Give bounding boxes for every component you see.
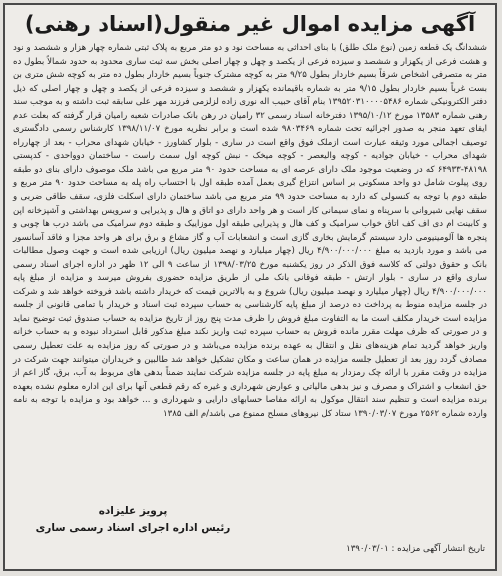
auction-notice (3, 3, 497, 571)
signer-title: رئیس اداره اجرای اسناد رسمی ساری (35, 522, 231, 534)
notice-title: آگهی مزایده اموال غیر منقول(اسناد رهنی) (24, 12, 476, 36)
notice-body (13, 42, 487, 421)
notice-paragraph: ششدانگ یک قطعه زمین (نوع ملک طلق) با بنای احداثی به مساحت نود و دو متر مربع به پلاک ثبتی شماره چهار هزار و ششصد و نود و هشت فرعی از یکهزار و ششصد و سیزده فرعی از یکصد و چهل و چهار اصلی بخش سه ثبت ساری محدود به حدود شمالاً بطول ده متر به متصرفی اشخاص شرقاً بسیم خاردار بطول ۹/۲۵ متر به کوچه مشترک جنوباً بسیم خاردار بطول ده متر به کوچه شش متری بن بست غرباً بسیم خاردار بطول ۹/۱۵ متر به شماره باقیمانده یکهزار و ششصد و سیزده فرعی از یکصد و چهل و چهار اصلی که ذیل دفتر الکترونیکی شماره ۱۳۹۵۲۰۳۱۰۰۰۰۵۴۸۶ بنام آقای حبیب اله نوری زاده لزلزمی فرزند مهر علی سابقه ثبت داشته و به موجب سند رهنی شماره ۱۳۵۸۳ مورخ ۱۳۹۵/۱۰/۱۲ دفترخانه اسناد رسمی ۳۲ رامیان در رهن بانک صادرات شعبه رامیان قرار گرفته که بعلت عدم ایفای تعهد منجر به صدور اجرائیه تحت شماره ۹۸۰۳۴۶۹ شده است و برابر نظریه مورخ ۱۳۹۸/۱۱/۰۷ کارشناس رسمی دادگستری توصیف اجمالی مورد وثیقه عبارت است ازملک فوق واقع است در ساری - بلوار کشاورز - خیابان شهدای محراب - بعد از چهارراه شهدای محراب - خیابان جوادیه - کوچه والیعصر - کوچه میخک - نبش کوچه اول سمت راست - ساختمان دوواحدی - کدپستی ۴۸۱۹۸-۶۴۹۳۳ که در وضعیت موجود ملک دارای عرصه ای به مساحت حدود ۹۰ متر مربع می باشد ملک موصوف دارای بنای دو طبقه روی پیلوت شامل دو واحد مسکونی بر اساس انتزاع گیری بعمل آمده طبقه اول با احتساب راه پله به مساحت حدود ۹۰ متر مربع و طبقه دوم با توجه به کنسولی که دارد به مساحت حدود ۹۹ متر مربع می باشد ساختمان دارای اسکلت فلزی، سقف طاقی ضربی و سقف نهایی شیروانی با سرپناه و نمای سیمانی کار است و هر واحد دارای دو اتاق و هال و پذیرایی و سرویس بهداشتی و آشپزخانه اپن و کابینت ام دی اف کف اتاق خواب سرامیک و کف هال و پذیرایی طبقه اول موزاییک و طبقه دوم سرامیک می باشد درب ها چوبی و پنجره ها آلومینیومی دارد سیستم گرمایش بخاری گازی است و انشعابات آب و گاز مشاع و برق برای هر واحد مجزا و فاقد آسانسور می باشد و مورد بازدید به مبلغ ۴/۹۰۰/۰۰۰/۰۰۰ ریال (چهار میلیارد و نهصد میلیون ریال) ارزیابی شده است و جهت وصول مطالبات بانک و حقوق دولتی که کلاسه فوق الذکر در روز یکشنبه مورخ ۱۳۹۸/۰۳/۲۵ از ساعت ۹ الی ۱۲ ظهر در اداره اجرای اسناد رسمی ساری واقع در ساری - بلوار ارتش - طبقه فوقانی بانک ملی از طریق مزایده حضوری بفروش میرسد و مزایده از مبلغ پایه ۴/۹۰۰/۰۰۰/۰۰۰ ریال (چهار میلیارد و نهصد میلیون ریال) شروع و به بالاترین قیمت که خریدار داشته باشد فروخته خواهد شد و شرکت در جلسه مزایده منوط به پرداخت ده درصد از مبلغ پایه کارشناسی به حساب سپرده ثبت اسناد و خریدار با تمامی قانونی از جلسه مزایده است خریدار مکلف است ما به التفاوت مبلغ فروش را ظرف مدت پنج روز از تاریخ مزایده به حساب صندوق ثبت توضیح نماید و در صورتی که ظرف مهلت مقرر مانده فروش به حساب سپرده ثبت واریز نکند مبلغ مذکور قابل استرداد نبوده و به حساب خزانه واریز خواهد گردید تمام هزینه‌های نقل و انتقال به عهده برنده مزایده می‌باشد و در صورتی که روز مزایده به علت تعطیل رسمی مصادف گردد روز بعد از تعطیل جلسه مزایده در همان ساعت و مکان تشکیل خواهد شد طالبین و خریداران میتوانند جهت شرکت در مزایده در وقت مقرر با ارائه چک رمزدار به مبلغ پایه در جلسه مزایده شرکت نمایند ضمناً بدهی های مربوط به آب، برق، گاز اعم از حق انشعاب و اشتراک و مصرف و نیز بدهی مالیاتی و عوارض شهرداری و غیره که رقم قطعی آنها برای این اداره معلوم نشده بعهده برنده مزایده است و تنظیم سند انتقال موکول به ارائه مفاصا حسابهای دارایی و شهرداری و ... خواهد بود و مزایده با توجه به نامه وارده شماره ۲۵۶۲ مورخ ۱۳۹۰/۰۳/۰۷ ستاد کل نیروهای مسلح ممنوع می باشد/م الف ۱۳۸۵ (13, 43, 488, 419)
publication-date: تاریخ انتشار آگهی مزایده : ۱۳۹۰/۰۳/۰۱ (346, 544, 485, 554)
signer-name: پرویز علیزاده (98, 505, 168, 517)
signature-block (33, 503, 233, 537)
